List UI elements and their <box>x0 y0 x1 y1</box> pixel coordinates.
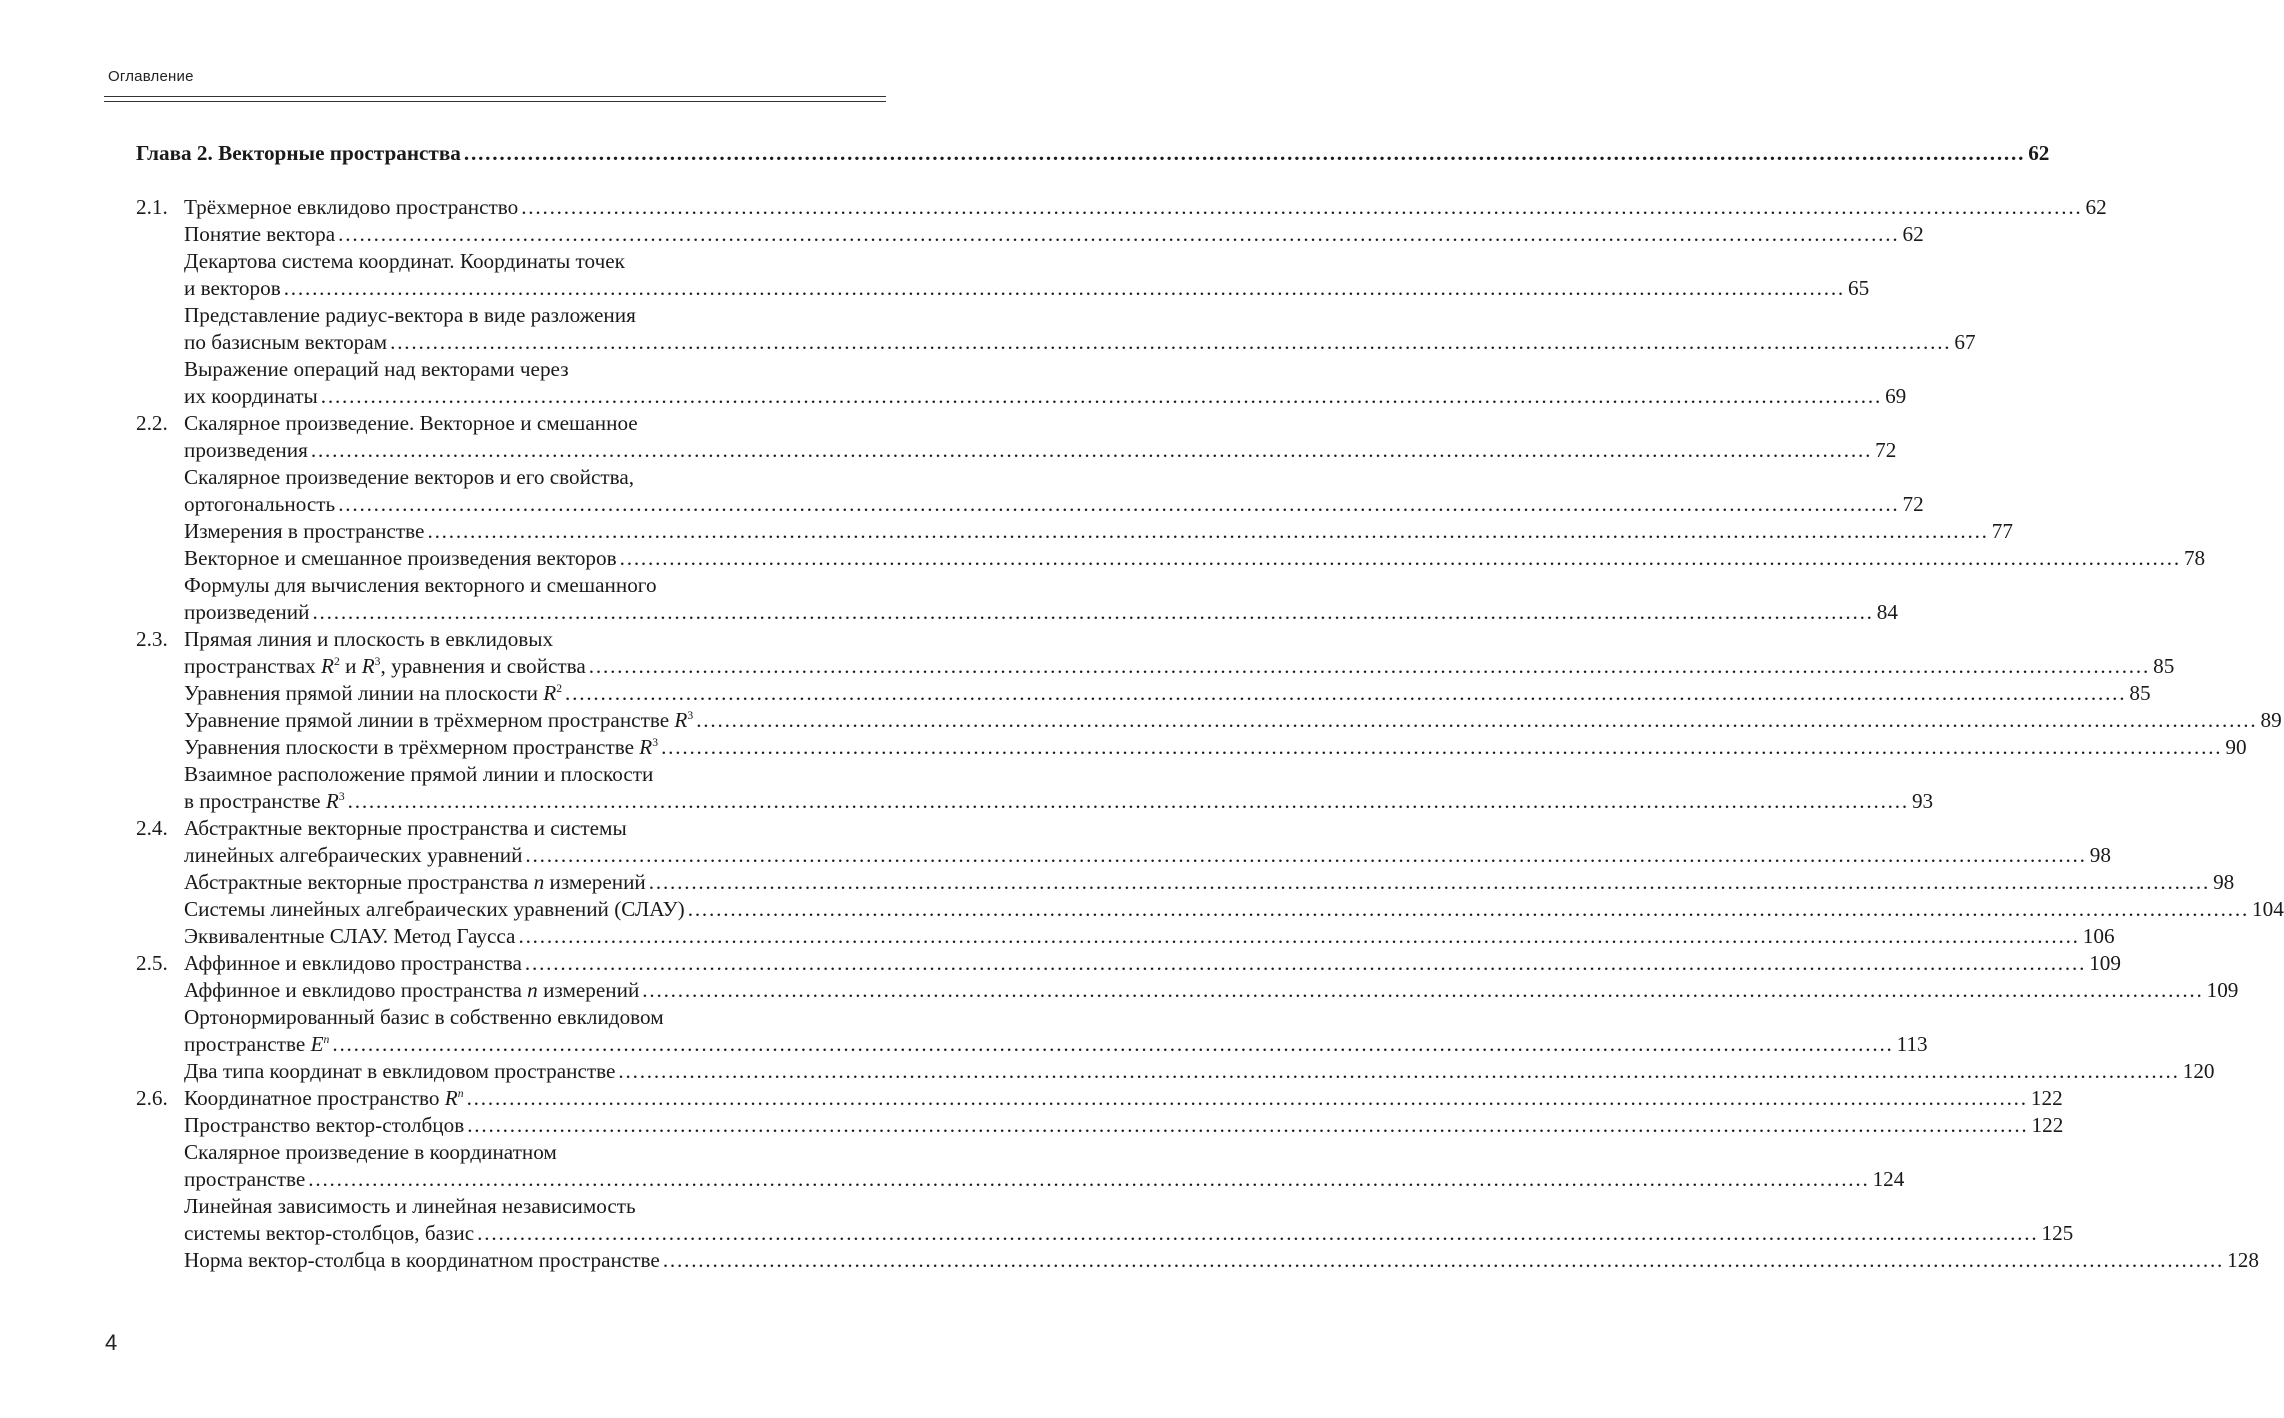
entry-title: в пространстве $R^3$ <box>184 789 345 813</box>
entry-line <box>184 383 1907 410</box>
entry-page: 109 <box>2089 951 2121 975</box>
dot-leader: ............................................................................................................................................................................................................................ <box>696 708 2258 732</box>
toc-subsection <box>136 761 1934 815</box>
entry-line <box>184 1085 2063 1112</box>
toc-subsection <box>136 896 2284 923</box>
entry-line <box>184 518 2013 545</box>
dot-leader: ............................................................................................................................................................................................................................ <box>338 492 1900 516</box>
dot-leader: ............................................................................................................................................................................................................................ <box>618 1059 2180 1083</box>
entry-title: Два типа координат в евклидовом пространстве <box>184 1059 616 1083</box>
entry-title: Прямая линия и плоскость в евклидовых <box>184 627 554 651</box>
toc-subsection <box>136 1247 2259 1274</box>
entry-line <box>184 1031 1928 1058</box>
entry-title: Норма вектор-столбца в координатном пространстве <box>184 1248 660 1272</box>
dot-leader: ............................................................................................................................................................................................................................ <box>662 1248 2225 1272</box>
entry-line <box>184 1166 1905 1193</box>
toc-section <box>136 194 2107 221</box>
toc-subsection <box>136 1004 1928 1058</box>
section-number: 2.2. <box>136 411 168 435</box>
toc-section <box>136 626 2175 680</box>
dot-leader: ............................................................................................................................................................................................................................ <box>565 681 2127 705</box>
entry-page: 90 <box>2225 735 2247 759</box>
toc-entries <box>136 194 2284 1274</box>
dot-leader: ............................................................................................................................................................................................................................ <box>588 654 2151 678</box>
entry-line <box>184 275 1870 302</box>
section-number: 2.1. <box>136 195 168 219</box>
running-head: Оглавление <box>108 68 194 85</box>
entry-page: 69 <box>1885 384 1907 408</box>
entry-line <box>184 977 2239 1004</box>
chapter-page: 62 <box>2028 141 2050 165</box>
toc-subsection <box>136 734 2247 761</box>
entry-page: 72 <box>1902 492 1924 516</box>
dot-leader: ............................................................................................................................................................................................................................ <box>642 978 2204 1002</box>
entry-title: Пространство вектор-столбцов <box>184 1113 465 1137</box>
entry-title: пространстве <box>184 1167 306 1191</box>
dot-leader: ............................................................................................................................................................................................................................ <box>463 141 2026 165</box>
entry-title: Линейная зависимость и линейная независимость <box>184 1194 636 1218</box>
entry-line <box>184 788 1934 815</box>
dot-leader: ............................................................................................................................................................................................................................ <box>524 951 2087 975</box>
toc-subsection <box>136 518 2013 545</box>
entry-line <box>184 761 844 788</box>
entry-title: Аффинное и евклидово пространства <box>184 951 522 975</box>
entry-line <box>184 194 2107 221</box>
entry-title: произведений <box>184 600 310 624</box>
dot-leader: ............................................................................................................................................................................................................................ <box>427 519 1989 543</box>
entry-title: пространстве $E^n$ <box>184 1032 330 1056</box>
entry-page: 120 <box>2182 1059 2215 1083</box>
dot-leader: ............................................................................................................................................................................................................................ <box>347 789 1909 813</box>
entry-line <box>184 1058 2215 1085</box>
entry-line <box>184 1247 2259 1274</box>
dot-leader: ............................................................................................................................................................................................................................ <box>332 1032 1894 1056</box>
dot-leader: ............................................................................................................................................................................................................................ <box>312 600 1874 624</box>
entry-line <box>184 734 2247 761</box>
dot-leader: ............................................................................................................................................................................................................................ <box>308 1167 1870 1191</box>
entry-title: произведения <box>184 438 308 462</box>
header-rule-thin <box>104 101 886 102</box>
toc-subsection <box>136 221 1924 248</box>
entry-line <box>184 1193 844 1220</box>
entry-title: Взаимное расположение прямой линии и плоскости <box>184 762 654 786</box>
entry-line <box>184 1220 2074 1247</box>
dot-leader: ............................................................................................................................................................................................................................ <box>525 843 2087 867</box>
entry-page: 72 <box>1875 438 1897 462</box>
entry-line <box>184 869 2235 896</box>
entry-line <box>184 302 844 329</box>
dot-leader: ............................................................................................................................................................................................................................ <box>477 1221 2039 1245</box>
entry-line <box>184 923 2115 950</box>
entry-page: 122 <box>2030 1086 2063 1110</box>
entry-line <box>184 1139 844 1166</box>
entry-line <box>184 599 1898 626</box>
dot-leader: ............................................................................................................................................................................................................................ <box>518 924 2080 948</box>
entry-line <box>184 815 844 842</box>
entry-page: 98 <box>2089 843 2111 867</box>
dot-leader: ............................................................................................................................................................................................................................ <box>521 195 2083 219</box>
entry-title: Декартова система координат. Координаты точек <box>184 249 625 273</box>
entry-title: их координаты <box>184 384 318 408</box>
toc-subsection <box>136 923 2115 950</box>
toc-subsection <box>136 1112 2064 1139</box>
toc-section <box>136 815 2111 869</box>
dot-leader: ............................................................................................................................................................................................................................ <box>687 897 2250 921</box>
entry-page: 124 <box>1872 1167 1905 1191</box>
entry-page: 62 <box>2085 195 2107 219</box>
entry-title: и векторов <box>184 276 281 300</box>
entry-page: 65 <box>1848 276 1870 300</box>
entry-line <box>184 437 1897 464</box>
dot-leader: ............................................................................................................................................................................................................................ <box>466 1086 2028 1110</box>
entry-page: 89 <box>2260 708 2282 732</box>
entry-title: ортогональность <box>184 492 336 516</box>
section-number: 2.5. <box>136 951 168 975</box>
chapter-heading <box>136 140 2050 167</box>
entry-line <box>184 545 2206 572</box>
entry-title: Эквивалентные СЛАУ. Метод Гаусса <box>184 924 516 948</box>
entry-page: 78 <box>2183 546 2206 570</box>
entry-page: 125 <box>2041 1221 2074 1245</box>
entry-line <box>184 707 2282 734</box>
entry-title: Понятие вектора <box>184 222 336 246</box>
chapter-title: Глава 2. Векторные пространства <box>136 141 461 165</box>
entry-page: 84 <box>1876 600 1898 624</box>
toc-subsection <box>136 869 2235 896</box>
entry-line <box>184 950 2121 977</box>
entry-title: Выражение операций над векторами через <box>184 357 569 381</box>
entry-title: Трёхмерное евклидово пространство <box>184 195 519 219</box>
entry-line <box>184 410 844 437</box>
entry-title: Координатное пространство $R^n$ <box>184 1086 464 1110</box>
entry-title: Скалярное произведение в координатном <box>184 1140 557 1164</box>
entry-title: Ортонормированный базис в собственно евклидовом <box>184 1005 664 1029</box>
entry-title: Уравнение прямой линии в трёхмерном пространстве $R^3$ <box>184 708 694 732</box>
section-number: 2.6. <box>136 1086 168 1110</box>
toc-subsection <box>136 356 1907 410</box>
entry-title: по базисным векторам <box>184 330 388 354</box>
entry-title: Векторное и смешанное произведения векторов <box>184 546 617 570</box>
entry-line <box>184 572 844 599</box>
entry-title: пространствах $R^2$ и $R^3$, уравнения и свойства <box>184 654 586 678</box>
entry-page: 122 <box>2031 1113 2064 1137</box>
entry-line <box>184 491 1924 518</box>
entry-page: 109 <box>2206 978 2239 1002</box>
entry-title: Формулы для вычисления векторного и смешанного <box>184 573 657 597</box>
dot-leader: ............................................................................................................................................................................................................................ <box>390 330 1952 354</box>
entry-line <box>184 221 1924 248</box>
entry-line <box>184 1004 844 1031</box>
entry-page: 77 <box>1991 519 2013 543</box>
dot-leader: ............................................................................................................................................................................................................................ <box>467 1113 2029 1137</box>
entry-line <box>184 248 844 275</box>
entry-page: 128 <box>2227 1248 2259 1272</box>
toc-section <box>136 410 1897 464</box>
entry-title: Представление радиус-вектора в виде разложения <box>184 303 636 327</box>
entry-title: Скалярное произведение. Векторное и смешанное <box>184 411 638 435</box>
toc-section <box>136 1085 2063 1112</box>
toc-subsection <box>136 545 2206 572</box>
entry-line <box>184 842 2111 869</box>
dot-leader: ............................................................................................................................................................................................................................ <box>310 438 1873 462</box>
entry-page: 98 <box>2213 870 2235 894</box>
entry-line <box>184 653 2175 680</box>
page-number: 4 <box>105 1330 118 1355</box>
toc-subsection <box>136 977 2239 1004</box>
table-of-contents <box>136 140 2284 1274</box>
toc-subsection <box>136 1193 2074 1247</box>
entry-page: 93 <box>1911 789 1934 813</box>
entry-page: 85 <box>2153 654 2175 678</box>
entry-title: системы вектор-столбцов, базис <box>184 1221 475 1245</box>
toc-subsection <box>136 1058 2215 1085</box>
entry-title: линейных алгебраических уравнений <box>184 843 523 867</box>
entry-title: Измерения в пространстве <box>184 519 425 543</box>
entry-line <box>184 626 844 653</box>
entry-page: 104 <box>2252 897 2284 921</box>
entry-page: 113 <box>1896 1032 1928 1056</box>
entry-page: 85 <box>2129 681 2151 705</box>
dot-leader: ............................................................................................................................................................................................................................ <box>648 870 2211 894</box>
dot-leader: ............................................................................................................................................................................................................................ <box>661 735 2223 759</box>
section-number: 2.3. <box>136 627 168 651</box>
header-rule-thick <box>104 96 886 97</box>
entry-page: 62 <box>1902 222 1924 246</box>
toc-subsection <box>136 1139 1905 1193</box>
section-number: 2.4. <box>136 816 168 840</box>
entry-title: Системы линейных алгебраических уравнений (СЛАУ) <box>184 897 685 921</box>
entry-title: Аффинное и евклидово пространства n измерений <box>184 978 640 1002</box>
toc-section <box>136 950 2121 977</box>
entry-title: Скалярное произведение векторов и его свойства, <box>184 465 635 489</box>
entry-page: 106 <box>2082 924 2115 948</box>
dot-leader: ............................................................................................................................................................................................................................ <box>320 384 1883 408</box>
toc-subsection <box>136 464 1924 518</box>
toc-subsection <box>136 572 1898 626</box>
entry-title: Абстрактные векторные пространства n измерений <box>184 870 646 894</box>
entry-line <box>184 1112 2064 1139</box>
entry-line <box>184 329 1976 356</box>
entry-line <box>184 896 2284 923</box>
entry-title: Уравнения плоскости в трёхмерном пространстве $R^3$ <box>184 735 659 759</box>
dot-leader: ............................................................................................................................................................................................................................ <box>338 222 1900 246</box>
toc-subsection <box>136 707 2282 734</box>
entry-line <box>184 680 2151 707</box>
entry-line <box>184 464 844 491</box>
toc-subsection <box>136 248 1870 302</box>
entry-title: Абстрактные векторные пространства и системы <box>184 816 627 840</box>
dot-leader: ............................................................................................................................................................................................................................ <box>283 276 1846 300</box>
dot-leader: ............................................................................................................................................................................................................................ <box>619 546 2181 570</box>
entry-line <box>184 356 844 383</box>
entry-title: Уравнения прямой линии на плоскости $R^2$ <box>184 681 563 705</box>
toc-subsection <box>136 680 2151 707</box>
toc-subsection <box>136 302 1976 356</box>
entry-page: 67 <box>1954 330 1976 354</box>
